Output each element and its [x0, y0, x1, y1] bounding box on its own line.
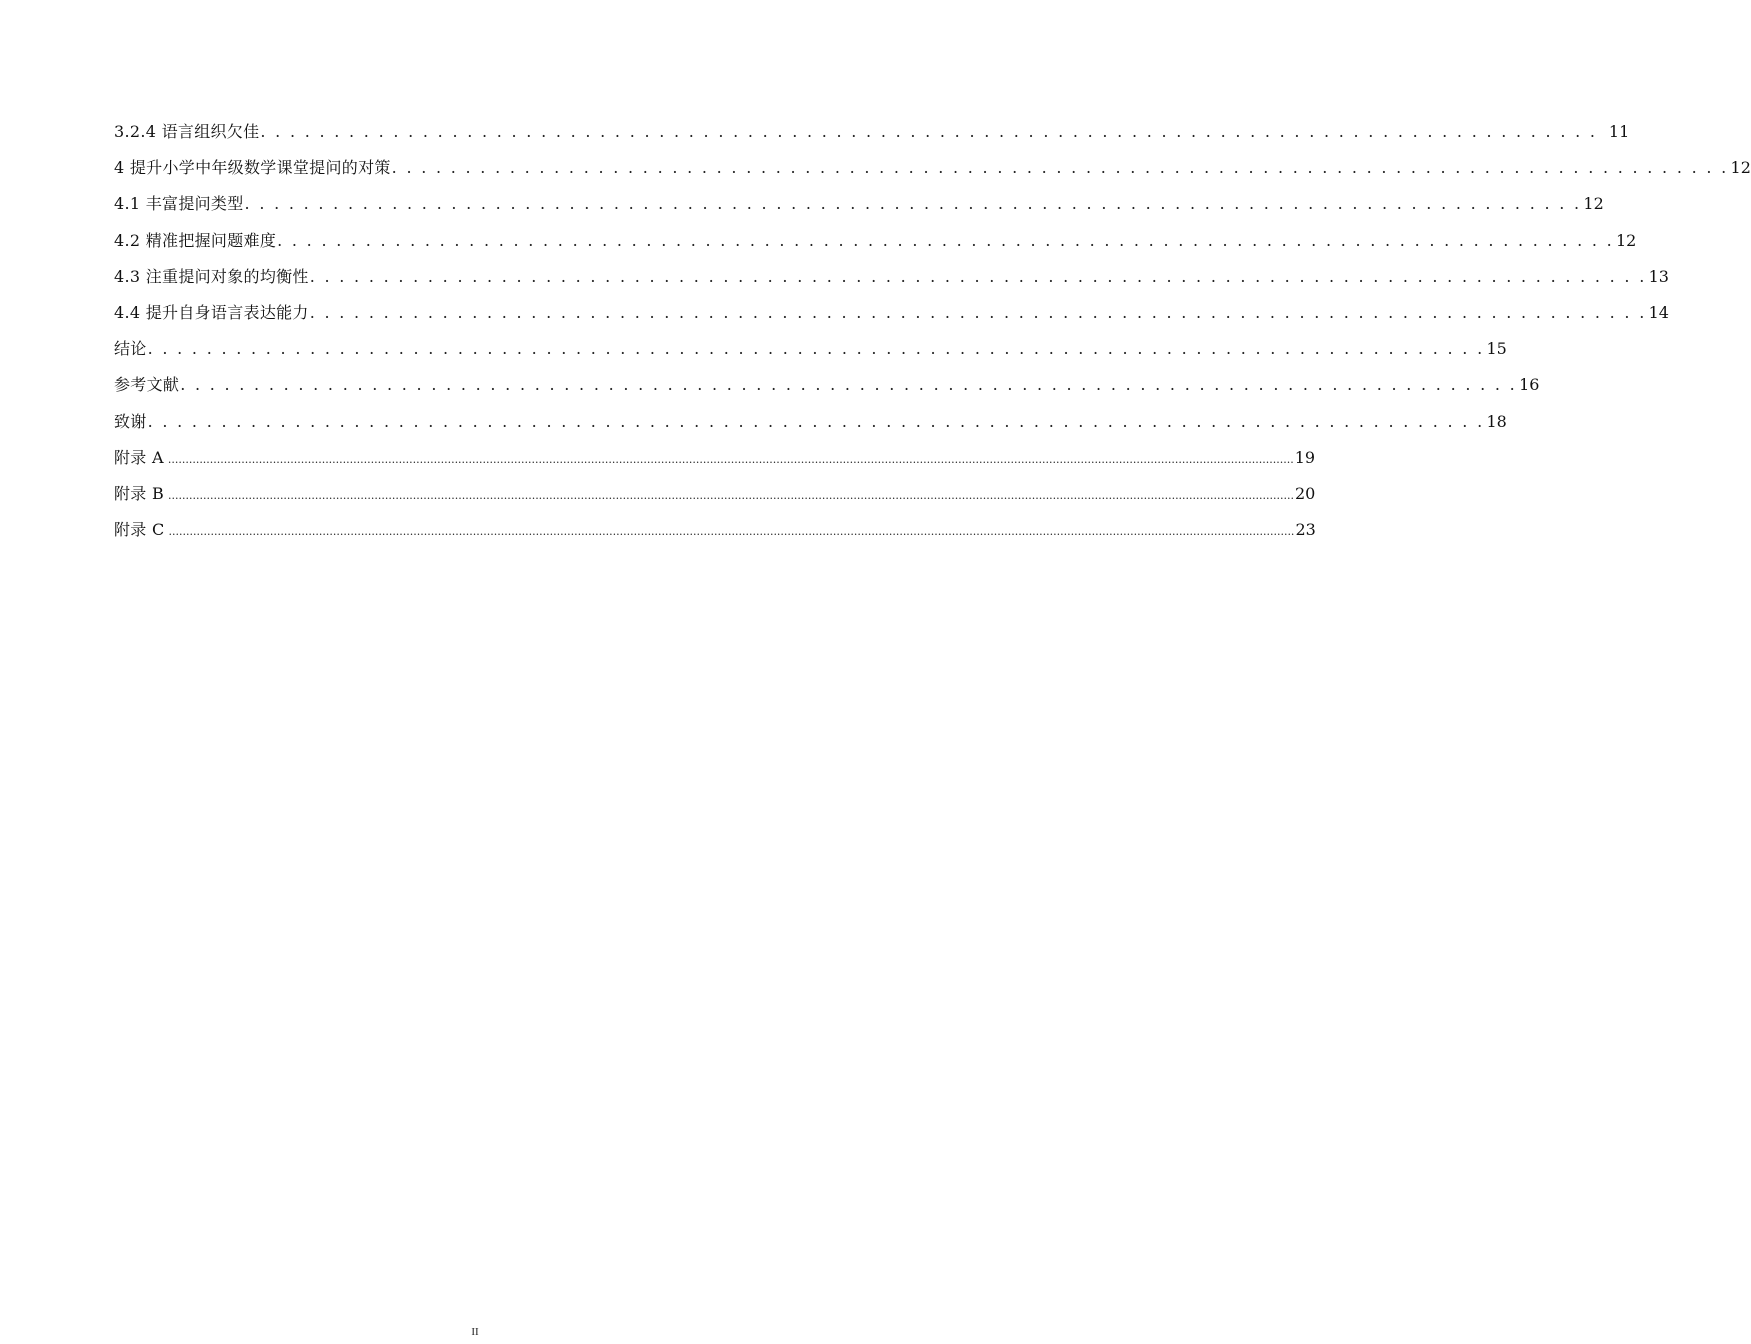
toc-entry-title: 4.4 提升自身语言表达能力 [114, 302, 309, 322]
toc-entry-title: 致谢 [114, 411, 147, 431]
toc-dot-leader: . . . . . . . . . . . . . . . . . . . . . . . . . . . . . . . . . . . . . . . . . . . . . . . . . . . . . . . . . . . . . . . . . . . . . . . . . . . . . . . . . . . . . . . . . . . [277, 230, 1614, 250]
toc-entry[interactable] [114, 404, 1507, 440]
toc-entry[interactable] [114, 331, 1507, 367]
toc-entry-title: 4.3 注重提问对象的均衡性 [114, 266, 309, 286]
toc-entry-page: 12 [1730, 158, 1751, 178]
toc-dot-leader: . . . . . . . . . . . . . . . . . . . . . . . . . . . . . . . . . . . . . . . . . . . . . . . . . . . . . . . . . . . . . . . . . . . . . . . . . . . . . . . . . . . . . . . . . . . [260, 122, 1598, 141]
toc-dot-leader: .................................................................................................................................................................................................................................................................................................................................. [168, 488, 1294, 502]
toc-dot-leader: .................................................................................................................................................................................................................................................................................................................................. [168, 525, 1295, 539]
page-number-footer: II [471, 1326, 479, 1338]
toc-dot-leader: . . . . . . . . . . . . . . . . . . . . . . . . . . . . . . . . . . . . . . . . . . . . . . . . . . . . . . . . . . . . . . . . . . . . . . . . . . . . . . . . . . . . . . . . . . . [309, 266, 1647, 286]
toc-dot-leader: . . . . . . . . . . . . . . . . . . . . . . . . . . . . . . . . . . . . . . . . . . . . . . . . . . . . . . . . . . . . . . . . . . . . . . . . . . . . . . . . . . . . . . . . . . . [309, 302, 1647, 322]
toc-entry-title: 附录 C [114, 520, 165, 540]
toc-dot-leader: . . . . . . . . . . . . . . . . . . . . . . . . . . . . . . . . . . . . . . . . . . . . . . . . . . . . . . . . . . . . . . . . . . . . . . . . . . . . . . . . . . . . . . . . . . . [147, 411, 1485, 431]
toc-dot-leader: . . . . . . . . . . . . . . . . . . . . . . . . . . . . . . . . . . . . . . . . . . . . . . . . . . . . . . . . . . . . . . . . . . . . . . . . . . . . . . . . . . . . . . . . . . . [391, 158, 1729, 178]
toc-entry-page: 15 [1486, 339, 1507, 359]
toc-entry-page: 12 [1583, 194, 1604, 214]
toc-entry-title: 附录 A [114, 447, 164, 467]
toc-dot-leader: .................................................................................................................................................................................................................................................................................................................................. [167, 452, 1294, 466]
toc-entry[interactable] [114, 223, 1637, 259]
toc-entry-title: 附录 B [114, 483, 165, 503]
toc-dot-leader: . . . . . . . . . . . . . . . . . . . . . . . . . . . . . . . . . . . . . . . . . . . . . . . . . . . . . . . . . . . . . . . . . . . . . . . . . . . . . . . . . . . . . . . . . . . [244, 194, 1582, 214]
toc-entry[interactable] [114, 150, 1751, 186]
toc-entry-page: 12 [1616, 230, 1637, 250]
toc-entry-title: 结论 [114, 339, 147, 359]
toc-entry-title: 4.2 精准把握问题难度 [114, 230, 277, 250]
toc-entry-page: 13 [1648, 266, 1669, 286]
table-of-contents [114, 114, 1751, 548]
toc-entry-page: 14 [1648, 302, 1669, 322]
toc-entry[interactable] [114, 476, 1316, 512]
toc-entry-page: 19 [1294, 447, 1316, 467]
toc-entry[interactable] [114, 367, 1540, 403]
toc-entry[interactable] [114, 295, 1669, 331]
toc-entry-page: 23 [1295, 520, 1316, 540]
toc-entry[interactable] [114, 259, 1669, 295]
toc-entry-title: 参考文献 [114, 375, 180, 395]
toc-dot-leader: . . . . . . . . . . . . . . . . . . . . . . . . . . . . . . . . . . . . . . . . . . . . . . . . . . . . . . . . . . . . . . . . . . . . . . . . . . . . . . . . . . . . . . . . . . . [180, 375, 1518, 395]
toc-entry-page: 18 [1486, 411, 1507, 431]
toc-entry-title: 4 提升小学中年级数学课堂提问的对策 [114, 158, 391, 178]
toc-entry-page: 20 [1294, 483, 1316, 503]
toc-entry-page: 11 [1608, 122, 1630, 141]
toc-entry-page: 16 [1519, 375, 1540, 395]
toc-dot-leader: . . . . . . . . . . . . . . . . . . . . . . . . . . . . . . . . . . . . . . . . . . . . . . . . . . . . . . . . . . . . . . . . . . . . . . . . . . . . . . . . . . . . . . . . . . . [147, 339, 1485, 359]
toc-entry[interactable] [114, 186, 1604, 222]
toc-entry[interactable] [114, 114, 1630, 150]
toc-entry[interactable] [114, 440, 1316, 476]
toc-entry[interactable] [114, 512, 1316, 548]
toc-entry-title: 3.2.4 语言组织欠佳 [114, 122, 260, 141]
toc-entry-title: 4.1 丰富提问类型 [114, 194, 244, 214]
